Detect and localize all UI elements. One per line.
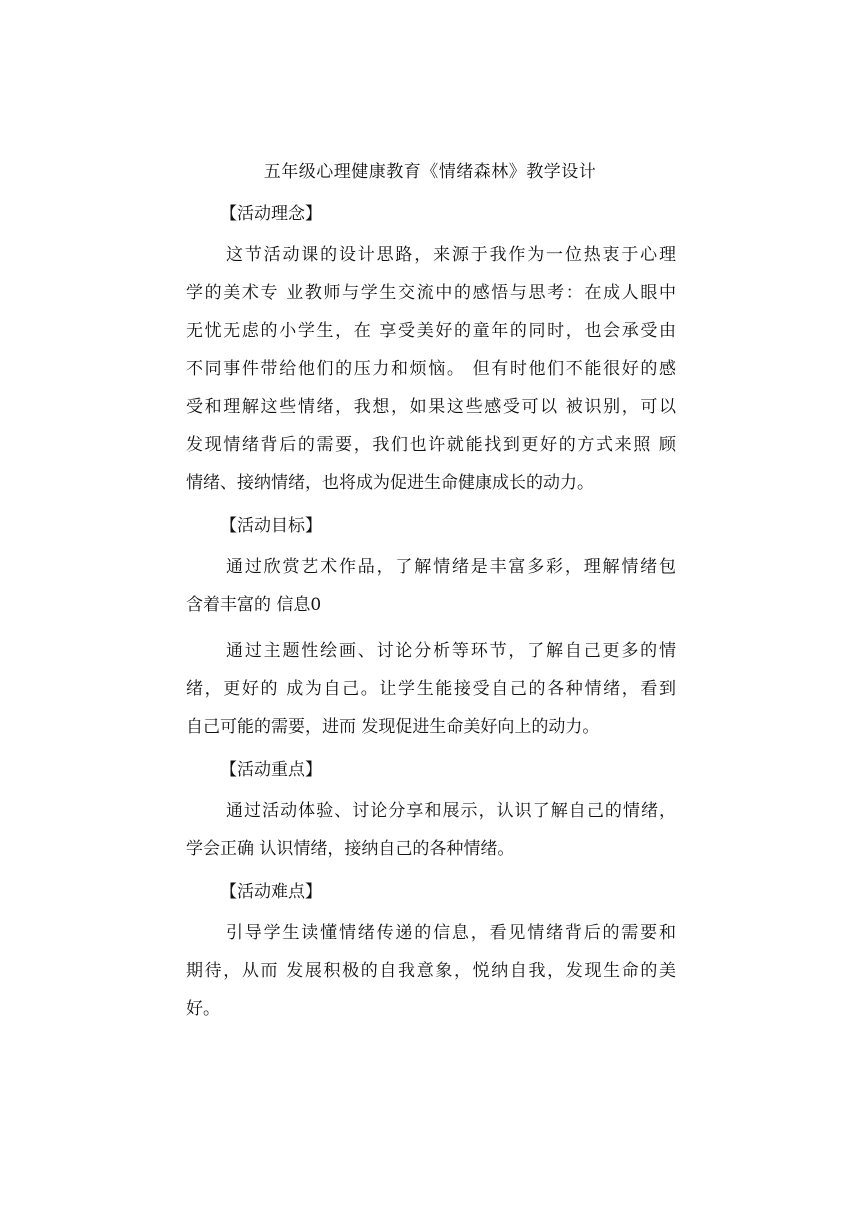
text-line: 情绪、接纳情绪，也将成为促进生命健康成长的动力。 xyxy=(186,473,594,493)
text-line: 通过欣赏艺术作品，了解情绪是丰富多彩，理解情绪包 xyxy=(226,557,676,577)
text-line: 好。 xyxy=(186,999,220,1019)
text-line: 通过主题性绘画、讨论分析等环节，了解自己更多的情 xyxy=(226,641,676,661)
text-line: 含着丰富的 信息0 xyxy=(186,595,322,615)
document-title: 五年级心理健康教育《情绪森林》教学设计 xyxy=(263,162,597,182)
text-line: 引导学生读懂情绪传递的信息，看见情绪背后的需要和 xyxy=(226,923,676,943)
paragraph-key-points xyxy=(186,792,676,868)
text-line: 通过活动体验、讨论分享和展示，认识了解自己的情绪， xyxy=(226,801,676,821)
section-heading-key-points: 【活动重点】 xyxy=(220,760,322,780)
text-line: 学的美术专 业教师与学生交流中的感悟与思考：在成人眼中 xyxy=(186,283,676,303)
text-line: 期待，从而 发展积极的自我意象，悦纳自我，发现生命的美 xyxy=(186,961,676,981)
paragraph-goals-1 xyxy=(186,548,676,624)
section-heading-concept: 【活动理念】 xyxy=(220,204,322,224)
text-line: 无忧无虑的小学生，在 享受美好的童年的同时，也会承受由 xyxy=(186,321,676,341)
text-line: 这节活动课的设计思路，来源于我作为一位热衷于心理 xyxy=(226,245,676,265)
text-line: 自己可能的需要，进而 发现促进生命美好向上的动力。 xyxy=(186,717,600,737)
text-line: 绪，更好的 成为自己。让学生能接受自己的各种情绪，看到 xyxy=(186,679,676,699)
section-heading-goals: 【活动目标】 xyxy=(220,516,322,536)
text-line: 不同事件带给他们的压力和烦恼。 但有时他们不能很好的感 xyxy=(186,359,676,379)
paragraph-goals-2 xyxy=(186,632,676,746)
text-line: 发现情绪背后的需要，我们也许就能找到更好的方式来照 顾 xyxy=(186,435,676,455)
section-heading-difficulties: 【活动难点】 xyxy=(220,882,322,902)
text-line: 学会正确 认识情绪，接纳自己的各种情绪。 xyxy=(186,839,515,859)
paragraph-concept xyxy=(186,236,676,502)
document-body xyxy=(186,198,676,1036)
paragraph-difficulties xyxy=(186,914,676,1028)
text-line: 受和理解这些情绪，我想，如果这些感受可以 被识别，可以 xyxy=(186,397,676,417)
